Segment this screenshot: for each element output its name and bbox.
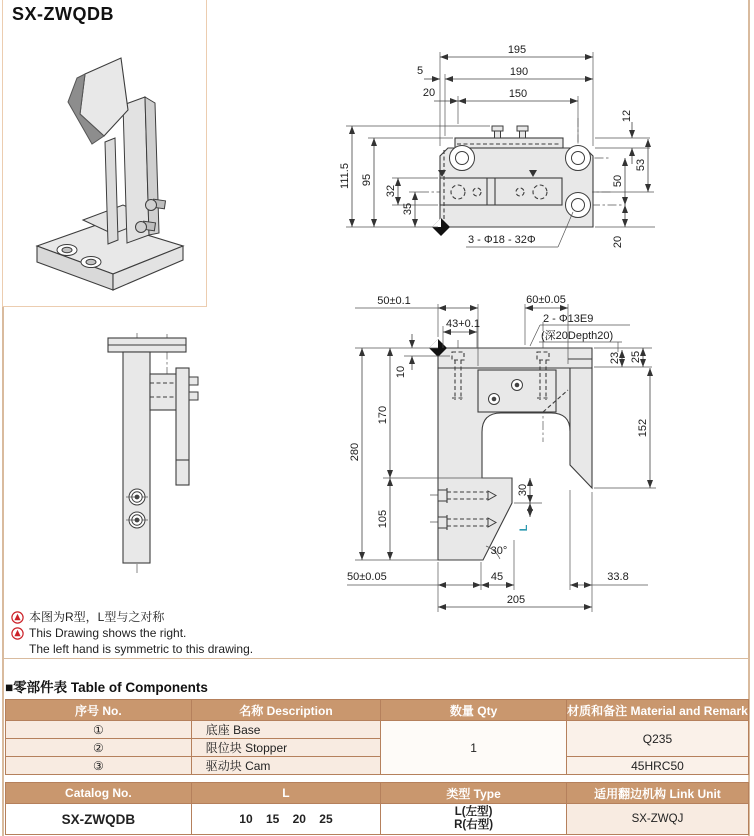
type-r: R(右型) [454, 819, 494, 831]
alert-icon [11, 627, 24, 640]
table-row [6, 757, 749, 775]
material-cell: 45HRC50 [566, 757, 748, 775]
col-type: 类型 Type [381, 783, 567, 804]
product-isometric-image [25, 50, 200, 298]
components-header-row [6, 700, 749, 721]
dim-95: 95 [361, 173, 373, 187]
notes [11, 610, 253, 658]
alert-icon [11, 611, 24, 624]
dim-30deg: 30° [490, 545, 508, 557]
dim-150: 150 [508, 88, 528, 100]
type-l: L(左型) [454, 806, 493, 818]
dim-35: 35 [402, 202, 414, 216]
note-line-en2 [11, 642, 253, 657]
row-no: ② [6, 739, 192, 757]
base-hole [86, 259, 96, 265]
note-text-en1: This Drawing shows the right. [29, 626, 187, 640]
col-link-unit: 适用翻边机构 Link Unit [566, 783, 748, 804]
dim-32: 32 [385, 184, 397, 198]
dim-205: 205 [506, 594, 526, 606]
depth-note: (深20Depth20) [541, 330, 614, 342]
page-title: SX-ZWQDB [12, 4, 114, 24]
row-no: ① [6, 721, 192, 739]
col-description: 名称 Description [191, 700, 380, 721]
dim-20b: 20 [612, 235, 624, 249]
l-values-cell: 10 15 20 25 [191, 804, 380, 835]
catalog-header-row [6, 783, 749, 804]
dim-105: 105 [377, 509, 389, 529]
note-text-cn: 本图为R型，L型与之对称 [29, 610, 165, 624]
dim-50: 50 [612, 174, 624, 188]
side-view-drawing [95, 330, 210, 580]
row-no: ③ [6, 757, 192, 775]
dim-30: 30 [517, 483, 529, 497]
table-row [6, 721, 749, 739]
dim-280: 280 [349, 442, 361, 462]
iso-cam-block [68, 58, 128, 144]
qty-cell: 1 [381, 721, 567, 775]
dim-L: L [518, 524, 530, 532]
front-view-dimensions [347, 294, 656, 612]
dim-45: 45 [490, 571, 504, 583]
hole-callout: 2 - Φ13E9 [543, 313, 594, 325]
dim-50-005: 50±0.05 [347, 571, 387, 583]
row-desc: 限位块 Stopper [191, 739, 380, 757]
dim-195: 195 [507, 44, 527, 56]
col-material: 材质和备注 Material and Remark [566, 700, 748, 721]
dim-5: 5 [416, 65, 424, 77]
top-view-part [432, 126, 593, 236]
catalog-no-cell: SX-ZWQDB [6, 804, 192, 835]
screw [492, 126, 503, 138]
set-screw [189, 392, 198, 400]
dim-23: 23 [609, 351, 621, 365]
dim-152: 152 [637, 418, 649, 438]
type-cell [381, 804, 567, 835]
drawing-area-border [2, 658, 750, 659]
dim-33-8: 33.8 [607, 571, 629, 583]
set-screw [189, 377, 198, 385]
dim-190: 190 [509, 66, 529, 78]
side-view-part [108, 338, 198, 563]
material-cell: Q235 [566, 721, 748, 757]
row-desc: 底座 Base [191, 721, 380, 739]
catalog-data-row [6, 804, 749, 835]
catalog-table [5, 782, 749, 835]
hole-callout: 3 - Φ18 - 32Φ [468, 234, 536, 246]
cam-leg [570, 368, 592, 488]
front-view-drawing [335, 288, 670, 620]
col-no: 序号 No. [6, 700, 192, 721]
dim-12: 12 [621, 109, 633, 123]
dim-10: 10 [395, 365, 407, 379]
dim-50-01: 50±0.1 [377, 295, 411, 307]
row-desc: 驱动块 Cam [191, 757, 380, 775]
dim-170: 170 [377, 405, 389, 425]
screw [517, 126, 528, 138]
dim-60-005: 60±0.05 [526, 294, 566, 306]
note-line-cn [11, 610, 253, 625]
note-line-en1 [11, 626, 253, 641]
components-table [5, 699, 749, 775]
top-view-drawing [335, 38, 665, 268]
note-text-en2: The left hand is symmetric to this drawing. [29, 642, 254, 656]
link-unit-cell: SX-ZWQJ [566, 804, 748, 835]
dim-43-01: 43+0.1 [446, 318, 480, 330]
components-heading: ■零部件表 Table of Components [5, 680, 208, 695]
dim-53: 53 [635, 158, 647, 172]
dim-25: 25 [630, 350, 642, 364]
col-qty: 数量 Qty [381, 700, 567, 721]
dim-20: 20 [422, 87, 436, 99]
base-hole [62, 247, 72, 253]
col-l: L [191, 783, 380, 804]
col-catalog-no: Catalog No. [6, 783, 192, 804]
front-view-part [429, 339, 592, 560]
dim-111-5: 111.5 [339, 163, 351, 189]
